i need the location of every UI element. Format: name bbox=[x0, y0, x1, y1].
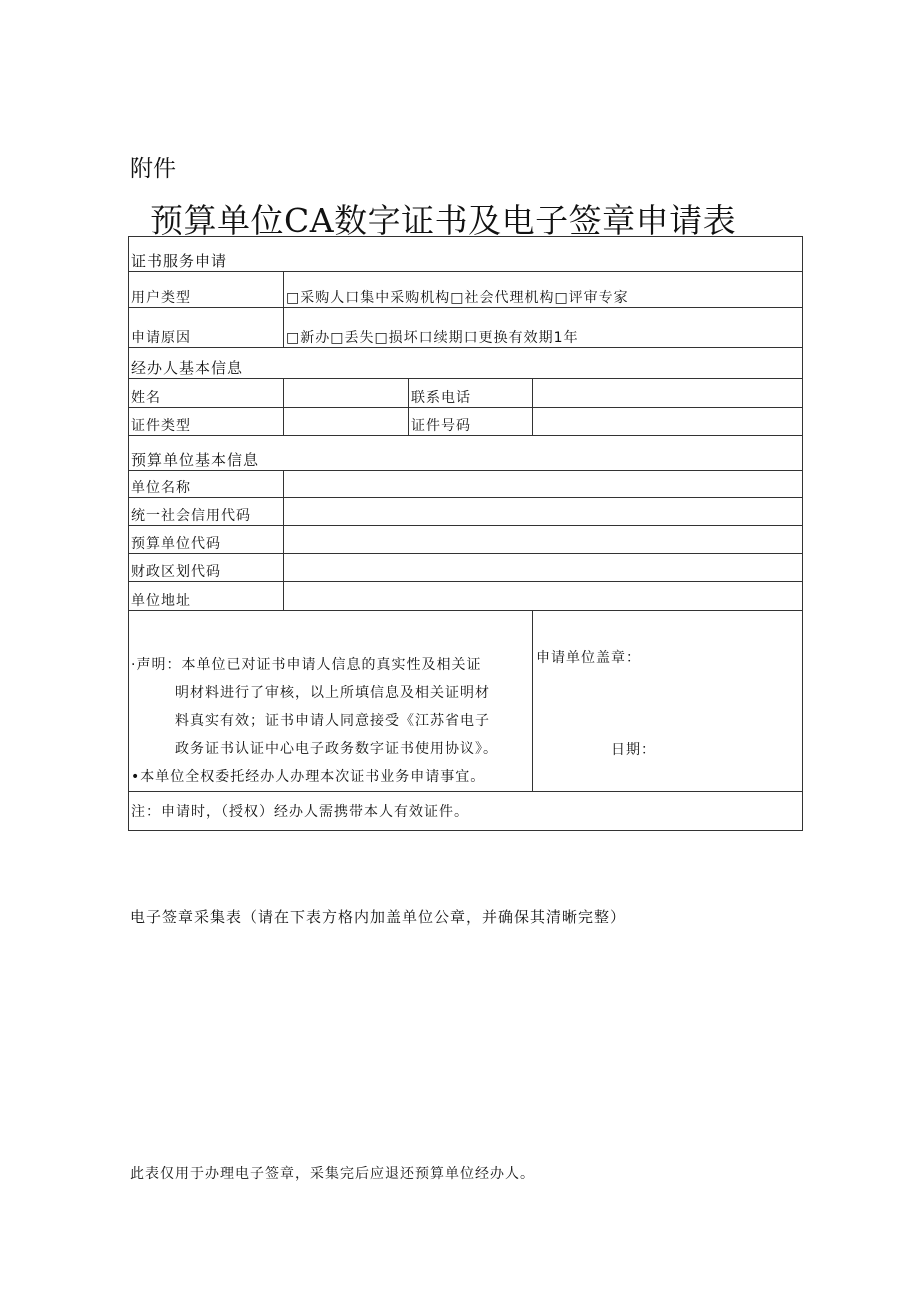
unit-name-label: 单位名称 bbox=[129, 471, 284, 498]
name-field[interactable] bbox=[284, 379, 409, 408]
phone-field[interactable] bbox=[533, 379, 803, 408]
footer-note: 此表仅用于办理电子签章，采集完后应退还预算单位经办人。 bbox=[130, 1166, 535, 1182]
id-number-label: 证件号码 bbox=[409, 408, 533, 436]
collection-title: 电子签章采集表（请在下表方格内加盖单位公章，并确保其清晰完整） bbox=[130, 908, 627, 926]
seal-area[interactable] bbox=[533, 611, 803, 792]
declaration-line: 明材料进行了审核，以上所填信息及相关证明材 bbox=[175, 685, 490, 701]
seal-label: 申请单位盖章： bbox=[536, 650, 641, 666]
phone-label: 联系电话 bbox=[409, 379, 533, 408]
declaration-line: 政务证书认证中心电子政务数字证书使用协议》。 bbox=[175, 741, 498, 757]
declaration-line: ·声明：本单位已对证书申请人信息的真实性及相关证 bbox=[131, 657, 482, 673]
date-label: 日期： bbox=[611, 742, 656, 758]
unit-name-field[interactable] bbox=[284, 471, 803, 498]
user-type-label: 用户类型 bbox=[129, 272, 284, 308]
reason-options[interactable]: □新办□丢失□损坏口续期口更换有效期1年 bbox=[284, 308, 803, 348]
credit-code-field[interactable] bbox=[284, 498, 803, 526]
name-label: 姓名 bbox=[129, 379, 284, 408]
declaration-line: 料真实有效；证书申请人同意接受《江苏省电子 bbox=[175, 713, 490, 729]
attachment-label: 附件 bbox=[130, 156, 176, 182]
note-row: 注：申请时，（授权）经办人需携带本人有效证件。 bbox=[129, 792, 803, 831]
declaration-text bbox=[129, 611, 533, 792]
region-code-label: 财政区划代码 bbox=[129, 554, 284, 582]
application-form-table bbox=[128, 236, 803, 831]
page-title: 预算单位CA数字证书及电子签章申请表 bbox=[150, 201, 737, 240]
credit-code-label: 统一社会信用代码 bbox=[129, 498, 284, 526]
address-label: 单位地址 bbox=[129, 582, 284, 611]
section-unit-info: 预算单位基本信息 bbox=[129, 436, 803, 471]
section-agent-info: 经办人基本信息 bbox=[129, 348, 803, 379]
reason-label: 申请原因 bbox=[129, 308, 284, 348]
id-type-label: 证件类型 bbox=[129, 408, 284, 436]
budget-code-label: 预算单位代码 bbox=[129, 526, 284, 554]
address-field[interactable] bbox=[284, 582, 803, 611]
region-code-field[interactable] bbox=[284, 554, 803, 582]
budget-code-field[interactable] bbox=[284, 526, 803, 554]
user-type-options[interactable]: □采购人口集中采购机构□社会代理机构□评审专家 bbox=[284, 272, 803, 308]
declaration-line: •本单位全权委托经办人办理本次证书业务申请事宜。 bbox=[131, 769, 486, 785]
id-type-field[interactable] bbox=[284, 408, 409, 436]
id-number-field[interactable] bbox=[533, 408, 803, 436]
section-service-application: 证书服务申请 bbox=[129, 237, 803, 272]
